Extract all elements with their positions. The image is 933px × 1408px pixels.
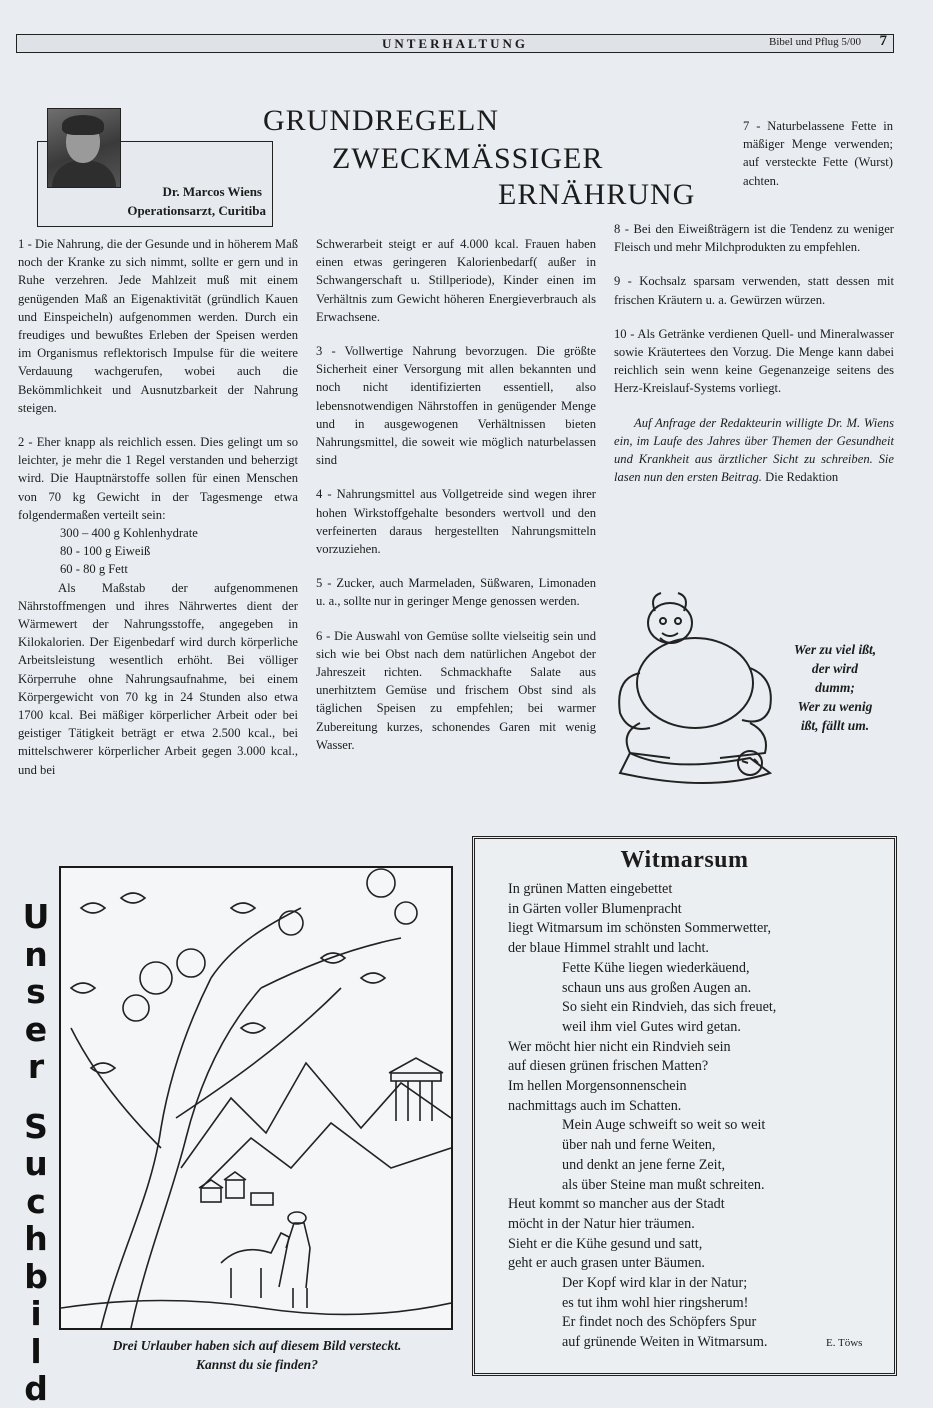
poem-line: es tut ihm wohl hier ringsherum! bbox=[562, 1294, 749, 1311]
page-number: 7 bbox=[879, 33, 887, 49]
poem-line: in Gärten voller Blumenpracht bbox=[508, 900, 682, 917]
suchbild-vertical-title bbox=[14, 898, 58, 1408]
poem-line: Heut kommt so mancher aus der Stadt bbox=[508, 1196, 725, 1213]
cartoon-caption-line: Wer zu wenig bbox=[797, 699, 873, 714]
nutrient-item: 300 – 400 g Kohlenhydrate bbox=[60, 526, 198, 541]
poem-line: auf grünende Weiten in Witmarsum. bbox=[562, 1334, 768, 1351]
author-photo bbox=[47, 108, 121, 188]
editor-note-signature: Die Redaktion bbox=[765, 470, 839, 485]
cartoon-caption-line: ißt, fällt um. bbox=[800, 718, 870, 733]
poem-line: Im hellen Morgensonnenschein bbox=[508, 1078, 687, 1095]
article-paragraph-2: 2 - Eher knapp als reichlich essen. Dies gelingt um so leichter, je mehr die 1 Regel verstanden und beherzigt wird. Die Hauptnärstoffe sollen für einen Menschen von 70 kg Gewicht in der Tagesmenge etwa folgendermaßen verteilt sein: bbox=[18, 435, 298, 522]
poem-lines bbox=[508, 880, 888, 1353]
nutrient-item: 80 - 100 g Eiweiß bbox=[60, 544, 151, 559]
suchbild-letter: i bbox=[30, 1294, 42, 1333]
suchbild-letter: s bbox=[26, 972, 46, 1011]
caption-line-1: Drei Urlauber haben sich auf diesem Bild versteckt. bbox=[112, 1338, 402, 1353]
poem-line: auf diesen grünen frischen Matten? bbox=[508, 1058, 709, 1075]
article-paragraph-7: 7 - Naturbelassene Fette in mäßiger Menge verwenden; auf versteckte Fette (Wurst) achten. bbox=[743, 119, 893, 188]
suchbild-letter: e bbox=[24, 1009, 48, 1049]
author-name: Dr. Marcos Wiens bbox=[162, 184, 262, 199]
cartoon-caption-line: der wird bbox=[811, 661, 859, 676]
suchbild-letter: b bbox=[24, 1256, 48, 1296]
hidden-picture-caption bbox=[62, 1336, 452, 1374]
cartoon-caption bbox=[778, 640, 892, 735]
poem-line: möcht in der Natur hier träumen. bbox=[508, 1215, 695, 1232]
poem-title: Witmarsum bbox=[620, 847, 749, 873]
suchbild-letter: h bbox=[24, 1219, 48, 1258]
poem-line: Mein Auge schweift so weit so weit bbox=[562, 1117, 766, 1134]
nutrient-item: 60 - 80 g Fett bbox=[60, 562, 128, 577]
cartoon-illustration bbox=[600, 583, 790, 798]
hidden-picture-illustration bbox=[59, 866, 453, 1330]
poem-line: Sieht er die Kühe gesund und satt, bbox=[508, 1235, 703, 1252]
poem-line: weil ihm viel Gutes wird getan. bbox=[562, 1018, 741, 1035]
poem-line: der blaue Himmel strahlt und lacht. bbox=[508, 940, 709, 957]
poem-line: und denkt an jene ferne Zeit, bbox=[562, 1156, 726, 1173]
suchbild-letter: n bbox=[24, 934, 48, 974]
poem-line: schaun uns aus großen Augen an. bbox=[562, 979, 752, 996]
poem-line: liegt Witmarsum im schönsten Sommerwetter, bbox=[508, 920, 771, 937]
article-paragraph-2b: Als Maßstab der aufgenommenen Nährstoffmengen und ihres Nährwertes dient der Wärmewert der Nahrungsstoffe, angegeben in Kilokalorien. Der Eigenbedarf wird durch körperliche Arbeitsleistung wesentlich erhöht. Bei völliger Körperruhe ohne Nahrungsaufnahme, bei einem Körpergewicht von 70 kg in 24 Stunden also etwa 1700 kcal. Bei mäßiger körperlicher Arbeit oder bei geistiger Tätigkeit beträgt er etwa 2.500 kcal., bei mittelschwerer körperlicher Arbeit gegen 3.000 kcal., und bei bbox=[18, 580, 298, 777]
nutrient-list bbox=[18, 524, 298, 579]
suchbild-letter: d bbox=[24, 1369, 48, 1408]
article-column-left bbox=[18, 235, 298, 795]
suchbild-letter: S bbox=[24, 1106, 48, 1146]
poem-line: Fette Kühe liegen wiederkäuend, bbox=[562, 959, 750, 976]
poem-line: Wer möcht hier nicht ein Rindvieh sein bbox=[508, 1038, 731, 1055]
headline-line-3: ERNÄHRUNG bbox=[498, 178, 696, 211]
article-paragraph-9: 9 - Kochsalz sparsam verwenden, statt dessen mit frischen Kräutern u. a. Gewürzen würzen. bbox=[614, 274, 894, 307]
section-header-bar bbox=[16, 34, 894, 53]
poem-line: über nah und ferne Weiten, bbox=[562, 1137, 716, 1154]
headline-line-2: ZWECKMÄSSIGER bbox=[332, 142, 604, 175]
cartoon-caption-line: dumm; bbox=[815, 680, 855, 695]
section-title: UNTERHALTUNG bbox=[381, 36, 529, 51]
poem-line: nachmittags auch im Schatten. bbox=[508, 1097, 682, 1114]
article-column-right-top bbox=[743, 117, 893, 206]
poem-author: E. Töws bbox=[826, 1337, 863, 1349]
poem-line: In grünen Matten eingebettet bbox=[508, 881, 673, 897]
suchbild-letter: c bbox=[26, 1181, 46, 1221]
article-paragraph-4: 4 - Nahrungsmittel aus Vollgetreide sind wegen ihrer hohen Wirkstoffgehalte besonders wertvoll und den verfeinerten daraus hergestellten Nahrungsmitteln vorzuziehen. bbox=[316, 487, 596, 557]
article-paragraph-5: 5 - Zucker, auch Marmeladen, Süßwaren, Limonaden u. a., sollte nur in geringer Menge genossen werden. bbox=[316, 576, 596, 609]
suchbild-letter: u bbox=[24, 1144, 48, 1183]
poem-line: Er findet noch des Schöpfers Spur bbox=[562, 1314, 757, 1331]
article-paragraph-8: 8 - Bei den Eiweißträgern ist die Tendenz zu weniger Fleisch und mehr Milchprodukten zu empfehlen. bbox=[614, 222, 894, 255]
poem-line: als über Steine man mußt schreiten. bbox=[562, 1176, 765, 1193]
suchbild-letter: U bbox=[22, 897, 50, 936]
suchbild-letter: r bbox=[27, 1047, 45, 1086]
article-paragraph-1: 1 - Die Nahrung, die der Gesunde und in höherem Maß noch der Kranke zu sich nimmt, sollte er gern und in Ruhe verzehren. Jede Mahlzeit muß mit einem genügenden Maß an Eigenaktivität (gründlich Kauen und Einspeicheln) aufgenommen werden. Durch ein freudiges und bewußtes Erleben der Speisen werden im Organismus reflektorisch Impulse für die weitere Verdauung wachgerufen, wobei auch die Bekömmlichkeit und Ausnutzbarkeit der Nahrung steigen. bbox=[18, 237, 298, 415]
article-paragraph-2c: Schwerarbeit steigt er auf 4.000 kcal. Frauen haben einen etwas geringeren Kalorienbedarf( außer in Schwangerschaft u. Stillperiode), Kinder einen im Verhältnis zum Gewicht höheren Energieverbrauch als Erwachsene. bbox=[316, 237, 596, 324]
cartoon-caption-line: Wer zu viel ißt, bbox=[793, 642, 877, 657]
editor-note-text: Auf Anfrage der Redakteurin willigte Dr. M. Wiens ein, im Laufe des Jahres über Themen der Gesundheit und Krankheit aus ärztlicher Sicht zu schreiben. Sie lasen nun den ersten Beitrag. bbox=[614, 415, 894, 485]
author-role: Operationsarzt, Curitiba bbox=[127, 203, 266, 218]
article-column-middle bbox=[316, 235, 596, 770]
article-paragraph-3: 3 - Vollwertige Nahrung bevorzugen. Die größte Sicherheit einer Versorgung mit allen bekannten und noch nicht identifizierten essentiell, also lebensnotwendigen Nährstoffen in genügender Menge und in ausgewogenen Verhältnissen bieten Nahrungsmittel, die soweit wie möglich naturbelassen sind bbox=[316, 344, 596, 468]
caption-line-2: Kannst du sie finden? bbox=[196, 1357, 318, 1372]
article-paragraph-10: 10 - Als Getränke verdienen Quell- und Mineralwasser sowie Kräutertees den Vorzug. Die Menge kann dabei reichlich sein wenn keine Gegenanzeige seitens des Herz-Kreislauf-Systems vorliegt. bbox=[614, 326, 894, 396]
suchbild-letter: l bbox=[30, 1331, 42, 1371]
poem-line: Der Kopf wird klar in der Natur; bbox=[562, 1275, 748, 1292]
headline-line-1: GRUNDREGELN bbox=[263, 104, 499, 137]
poem-line: geht er auch grasen unter Bäumen. bbox=[508, 1255, 705, 1272]
issue-label: Bibel und Pflug 5/00 bbox=[769, 36, 861, 48]
article-paragraph-6: 6 - Die Auswahl von Gemüse sollte vielseitig sein und sich wie bei Obst nach dem natürlichen Angebot der Jahreszeit richten. Schmackhafte Salate aus unerhitztem Gemüse und frischem Obst sind als täglichen Speisen zu empfehlen; bei warmer Zubereitung kurzes, schonendes Garen mit wenig Wasser. bbox=[316, 628, 596, 752]
editor-note bbox=[614, 414, 894, 487]
poem-line: So sieht ein Rindvieh, das sich freuet, bbox=[562, 999, 777, 1016]
article-column-right bbox=[614, 220, 894, 486]
